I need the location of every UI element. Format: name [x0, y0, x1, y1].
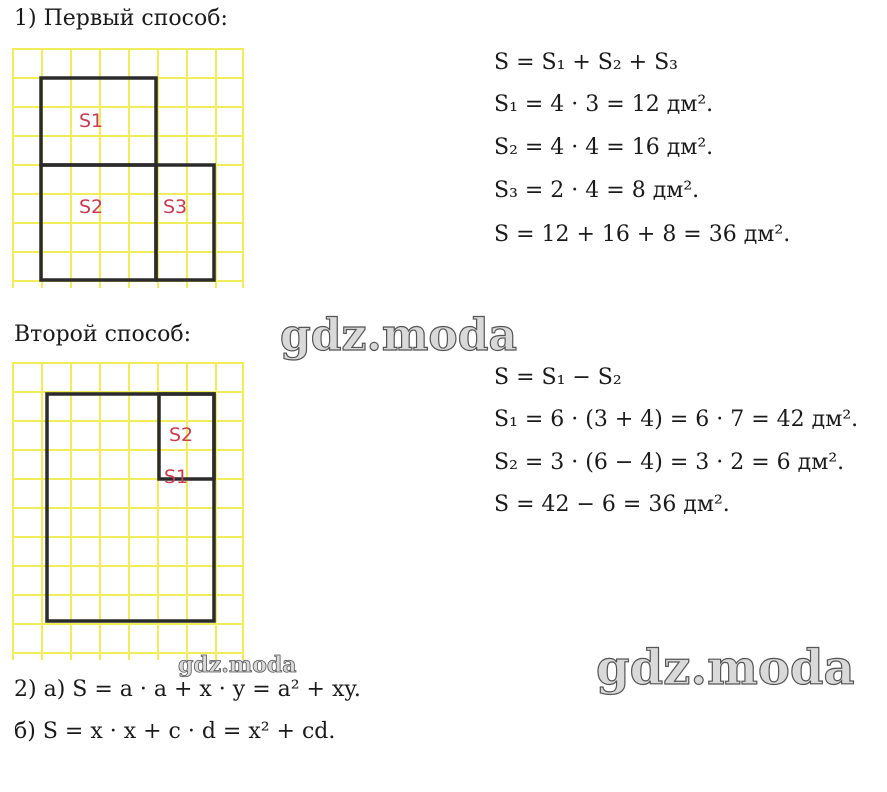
watermark-right: gdz.moda [596, 640, 855, 696]
part2-eq-2: S₁ = 6 · (3 + 4) = 6 · 7 = 42 дм². [494, 407, 859, 432]
label-s3: S3 [163, 196, 188, 218]
part3-line-a: 2) а) S = a · a + x · y = a² + xy. [14, 677, 361, 702]
grid-figure-2 [12, 362, 244, 660]
label-s2: S2 [79, 196, 104, 218]
watermark-small: gdz.moda [178, 652, 297, 678]
part1-eq-1: S = S₁ + S₂ + S₃ [494, 50, 679, 75]
label-s2-second: S2 [169, 424, 194, 446]
label-s1: S1 [79, 110, 104, 132]
part1-eq-3: S₂ = 4 · 4 = 16 дм². [494, 135, 714, 160]
part2-title: Второй способ: [14, 322, 192, 347]
part1-eq-2: S₁ = 4 · 3 = 12 дм². [494, 92, 714, 117]
part1-eq-4: S₃ = 2 · 4 = 8 дм². [494, 178, 700, 203]
watermark-center: gdz.moda [280, 310, 518, 361]
part1-eq-5: S = 12 + 16 + 8 = 36 дм². [494, 222, 791, 247]
part1-title: 1) Первый способ: [14, 6, 228, 31]
part3-line-b: б) S = x · x + c · d = x² + cd. [14, 719, 336, 744]
grid-figure-1 [12, 48, 244, 288]
part2-eq-3: S₂ = 3 · (6 − 4) = 3 · 2 = 6 дм². [494, 450, 845, 475]
label-s1-second: S1 [164, 466, 189, 488]
part2-eq-1: S = S₁ − S₂ [494, 365, 622, 390]
part2-eq-4: S = 42 − 6 = 36 дм². [494, 492, 730, 517]
